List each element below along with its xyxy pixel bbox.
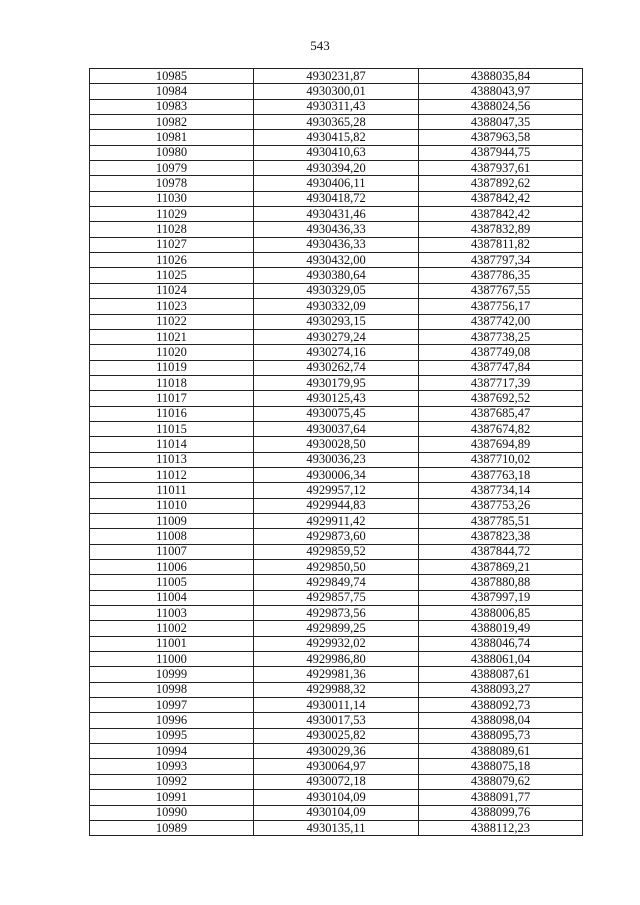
- y-coordinate-cell: 4387997,19: [419, 590, 583, 605]
- y-coordinate-cell: 4388079,62: [419, 774, 583, 789]
- point-number-cell: 11024: [90, 283, 254, 298]
- table-row: [90, 222, 583, 237]
- point-number-cell: 10978: [90, 176, 254, 191]
- table-row: [90, 667, 583, 682]
- table-row: [90, 299, 583, 314]
- point-number-cell: 11004: [90, 590, 254, 605]
- x-coordinate-cell: 4930104,09: [254, 805, 419, 820]
- y-coordinate-cell: 4387734,14: [419, 483, 583, 498]
- y-coordinate-cell: 4387844,72: [419, 544, 583, 559]
- point-number-cell: 11006: [90, 560, 254, 575]
- coordinates-table: [89, 68, 583, 836]
- x-coordinate-cell: 4930231,87: [254, 69, 419, 84]
- table-row: [90, 805, 583, 820]
- table-row: [90, 99, 583, 114]
- x-coordinate-cell: 4930011,14: [254, 698, 419, 713]
- table-row: [90, 130, 583, 145]
- point-number-cell: 11016: [90, 406, 254, 421]
- y-coordinate-cell: 4387767,55: [419, 283, 583, 298]
- x-coordinate-cell: 4929859,52: [254, 544, 419, 559]
- table-row: [90, 268, 583, 283]
- point-number-cell: 11001: [90, 636, 254, 651]
- y-coordinate-cell: 4387944,75: [419, 145, 583, 160]
- x-coordinate-cell: 4930075,45: [254, 406, 419, 421]
- point-number-cell: 11010: [90, 498, 254, 513]
- x-coordinate-cell: 4930064,97: [254, 759, 419, 774]
- x-coordinate-cell: 4930436,33: [254, 237, 419, 252]
- y-coordinate-cell: 4388043,97: [419, 84, 583, 99]
- x-coordinate-cell: 4930072,18: [254, 774, 419, 789]
- y-coordinate-cell: 4387786,35: [419, 268, 583, 283]
- table-row: [90, 283, 583, 298]
- y-coordinate-cell: 4387842,42: [419, 207, 583, 222]
- point-number-cell: 10981: [90, 130, 254, 145]
- point-number-cell: 11005: [90, 575, 254, 590]
- table-row: [90, 513, 583, 528]
- point-number-cell: 10998: [90, 682, 254, 697]
- table-row: [90, 483, 583, 498]
- x-coordinate-cell: 4930279,24: [254, 329, 419, 344]
- table-row: [90, 207, 583, 222]
- x-coordinate-cell: 4930436,33: [254, 222, 419, 237]
- point-number-cell: 11030: [90, 191, 254, 206]
- point-number-cell: 11019: [90, 360, 254, 375]
- y-coordinate-cell: 4387747,84: [419, 360, 583, 375]
- x-coordinate-cell: 4930017,53: [254, 713, 419, 728]
- point-number-cell: 10980: [90, 145, 254, 160]
- table-row: [90, 191, 583, 206]
- table-row: [90, 713, 583, 728]
- y-coordinate-cell: 4387753,26: [419, 498, 583, 513]
- y-coordinate-cell: 4388006,85: [419, 606, 583, 621]
- table-row: [90, 161, 583, 176]
- x-coordinate-cell: 4930036,23: [254, 452, 419, 467]
- table-row: [90, 544, 583, 559]
- point-number-cell: 11020: [90, 345, 254, 360]
- y-coordinate-cell: 4388091,77: [419, 790, 583, 805]
- table-row: [90, 176, 583, 191]
- x-coordinate-cell: 4930104,09: [254, 790, 419, 805]
- y-coordinate-cell: 4388093,27: [419, 682, 583, 697]
- table-row: [90, 375, 583, 390]
- y-coordinate-cell: 4387738,25: [419, 329, 583, 344]
- x-coordinate-cell: 4930028,50: [254, 437, 419, 452]
- point-number-cell: 10994: [90, 744, 254, 759]
- y-coordinate-cell: 4388099,76: [419, 805, 583, 820]
- x-coordinate-cell: 4930029,36: [254, 744, 419, 759]
- table-row: [90, 652, 583, 667]
- point-number-cell: 10997: [90, 698, 254, 713]
- y-coordinate-cell: 4387963,58: [419, 130, 583, 145]
- point-number-cell: 11021: [90, 329, 254, 344]
- point-number-cell: 11003: [90, 606, 254, 621]
- point-number-cell: 11013: [90, 452, 254, 467]
- y-coordinate-cell: 4387694,89: [419, 437, 583, 452]
- point-number-cell: 10995: [90, 728, 254, 743]
- table-row: [90, 606, 583, 621]
- y-coordinate-cell: 4388075,18: [419, 759, 583, 774]
- x-coordinate-cell: 4929849,74: [254, 575, 419, 590]
- x-coordinate-cell: 4930418,72: [254, 191, 419, 206]
- point-number-cell: 10985: [90, 69, 254, 84]
- point-number-cell: 11026: [90, 253, 254, 268]
- x-coordinate-cell: 4930037,64: [254, 421, 419, 436]
- point-number-cell: 11000: [90, 652, 254, 667]
- table-row: [90, 69, 583, 84]
- table-row: [90, 115, 583, 130]
- point-number-cell: 11017: [90, 391, 254, 406]
- x-coordinate-cell: 4930332,09: [254, 299, 419, 314]
- point-number-cell: 11025: [90, 268, 254, 283]
- table-row: [90, 698, 583, 713]
- x-coordinate-cell: 4930025,82: [254, 728, 419, 743]
- point-number-cell: 10983: [90, 99, 254, 114]
- y-coordinate-cell: 4387749,08: [419, 345, 583, 360]
- y-coordinate-cell: 4387674,82: [419, 421, 583, 436]
- table-row: [90, 345, 583, 360]
- point-number-cell: 11014: [90, 437, 254, 452]
- x-coordinate-cell: 4930410,63: [254, 145, 419, 160]
- point-number-cell: 10991: [90, 790, 254, 805]
- point-number-cell: 10989: [90, 820, 254, 835]
- point-number-cell: 11007: [90, 544, 254, 559]
- table-row: [90, 744, 583, 759]
- table-row: [90, 467, 583, 482]
- y-coordinate-cell: 4387756,17: [419, 299, 583, 314]
- table-row: [90, 590, 583, 605]
- point-number-cell: 11012: [90, 467, 254, 482]
- point-number-cell: 11028: [90, 222, 254, 237]
- x-coordinate-cell: 4929944,83: [254, 498, 419, 513]
- y-coordinate-cell: 4388035,84: [419, 69, 583, 84]
- table-row: [90, 728, 583, 743]
- y-coordinate-cell: 4387811,82: [419, 237, 583, 252]
- table-row: [90, 498, 583, 513]
- x-coordinate-cell: 4930262,74: [254, 360, 419, 375]
- point-number-cell: 11011: [90, 483, 254, 498]
- page-number: 543: [310, 38, 330, 53]
- y-coordinate-cell: 4388046,74: [419, 636, 583, 651]
- x-coordinate-cell: 4930006,34: [254, 467, 419, 482]
- table-row: [90, 774, 583, 789]
- y-coordinate-cell: 4387710,02: [419, 452, 583, 467]
- table-row: [90, 759, 583, 774]
- coordinates-table-body: [90, 69, 583, 836]
- table-row: [90, 636, 583, 651]
- table-row: [90, 560, 583, 575]
- point-number-cell: 10992: [90, 774, 254, 789]
- x-coordinate-cell: 4929873,56: [254, 606, 419, 621]
- table-row: [90, 437, 583, 452]
- y-coordinate-cell: 4388092,73: [419, 698, 583, 713]
- table-row: [90, 421, 583, 436]
- table-row: [90, 360, 583, 375]
- x-coordinate-cell: 4930432,00: [254, 253, 419, 268]
- point-number-cell: 11018: [90, 375, 254, 390]
- point-number-cell: 10990: [90, 805, 254, 820]
- point-number-cell: 10996: [90, 713, 254, 728]
- point-number-cell: 11023: [90, 299, 254, 314]
- x-coordinate-cell: 4929932,02: [254, 636, 419, 651]
- x-coordinate-cell: 4930293,15: [254, 314, 419, 329]
- y-coordinate-cell: 4388061,04: [419, 652, 583, 667]
- y-coordinate-cell: 4388098,04: [419, 713, 583, 728]
- y-coordinate-cell: 4388047,35: [419, 115, 583, 130]
- table-row: [90, 406, 583, 421]
- table-row: [90, 391, 583, 406]
- y-coordinate-cell: 4388019,49: [419, 621, 583, 636]
- x-coordinate-cell: 4929988,32: [254, 682, 419, 697]
- y-coordinate-cell: 4387823,38: [419, 529, 583, 544]
- x-coordinate-cell: 4929911,42: [254, 513, 419, 528]
- point-number-cell: 11029: [90, 207, 254, 222]
- x-coordinate-cell: 4929857,75: [254, 590, 419, 605]
- y-coordinate-cell: 4387785,51: [419, 513, 583, 528]
- x-coordinate-cell: 4930415,82: [254, 130, 419, 145]
- point-number-cell: 10999: [90, 667, 254, 682]
- y-coordinate-cell: 4387797,34: [419, 253, 583, 268]
- point-number-cell: 11015: [90, 421, 254, 436]
- table-row: [90, 529, 583, 544]
- point-number-cell: 11008: [90, 529, 254, 544]
- x-coordinate-cell: 4929986,80: [254, 652, 419, 667]
- x-coordinate-cell: 4929957,12: [254, 483, 419, 498]
- y-coordinate-cell: 4388024,56: [419, 99, 583, 114]
- table-row: [90, 682, 583, 697]
- point-number-cell: 11009: [90, 513, 254, 528]
- y-coordinate-cell: 4387937,61: [419, 161, 583, 176]
- y-coordinate-cell: 4388087,61: [419, 667, 583, 682]
- table-row: [90, 621, 583, 636]
- x-coordinate-cell: 4930329,05: [254, 283, 419, 298]
- x-coordinate-cell: 4930300,01: [254, 84, 419, 99]
- y-coordinate-cell: 4387880,88: [419, 575, 583, 590]
- table-row: [90, 575, 583, 590]
- y-coordinate-cell: 4388089,61: [419, 744, 583, 759]
- x-coordinate-cell: 4930311,43: [254, 99, 419, 114]
- table-row: [90, 253, 583, 268]
- y-coordinate-cell: 4388112,23: [419, 820, 583, 835]
- y-coordinate-cell: 4388095,73: [419, 728, 583, 743]
- y-coordinate-cell: 4387692,52: [419, 391, 583, 406]
- table-row: [90, 237, 583, 252]
- y-coordinate-cell: 4387842,42: [419, 191, 583, 206]
- x-coordinate-cell: 4929899,25: [254, 621, 419, 636]
- x-coordinate-cell: 4929873,60: [254, 529, 419, 544]
- y-coordinate-cell: 4387685,47: [419, 406, 583, 421]
- x-coordinate-cell: 4930394,20: [254, 161, 419, 176]
- point-number-cell: 10984: [90, 84, 254, 99]
- x-coordinate-cell: 4929981,36: [254, 667, 419, 682]
- y-coordinate-cell: 4387832,89: [419, 222, 583, 237]
- table-row: [90, 145, 583, 160]
- y-coordinate-cell: 4387763,18: [419, 467, 583, 482]
- table-row: [90, 790, 583, 805]
- x-coordinate-cell: 4930406,11: [254, 176, 419, 191]
- x-coordinate-cell: 4930365,28: [254, 115, 419, 130]
- x-coordinate-cell: 4930125,43: [254, 391, 419, 406]
- point-number-cell: 11022: [90, 314, 254, 329]
- point-number-cell: 10979: [90, 161, 254, 176]
- point-number-cell: 10982: [90, 115, 254, 130]
- x-coordinate-cell: 4930274,16: [254, 345, 419, 360]
- x-coordinate-cell: 4930380,64: [254, 268, 419, 283]
- point-number-cell: 10993: [90, 759, 254, 774]
- point-number-cell: 11027: [90, 237, 254, 252]
- x-coordinate-cell: 4929850,50: [254, 560, 419, 575]
- point-number-cell: 11002: [90, 621, 254, 636]
- table-row: [90, 820, 583, 835]
- x-coordinate-cell: 4930431,46: [254, 207, 419, 222]
- x-coordinate-cell: 4930179,95: [254, 375, 419, 390]
- x-coordinate-cell: 4930135,11: [254, 820, 419, 835]
- y-coordinate-cell: 4387742,00: [419, 314, 583, 329]
- table-row: [90, 329, 583, 344]
- table-row: [90, 452, 583, 467]
- table-row: [90, 314, 583, 329]
- y-coordinate-cell: 4387892,62: [419, 176, 583, 191]
- table-row: [90, 84, 583, 99]
- y-coordinate-cell: 4387869,21: [419, 560, 583, 575]
- y-coordinate-cell: 4387717,39: [419, 375, 583, 390]
